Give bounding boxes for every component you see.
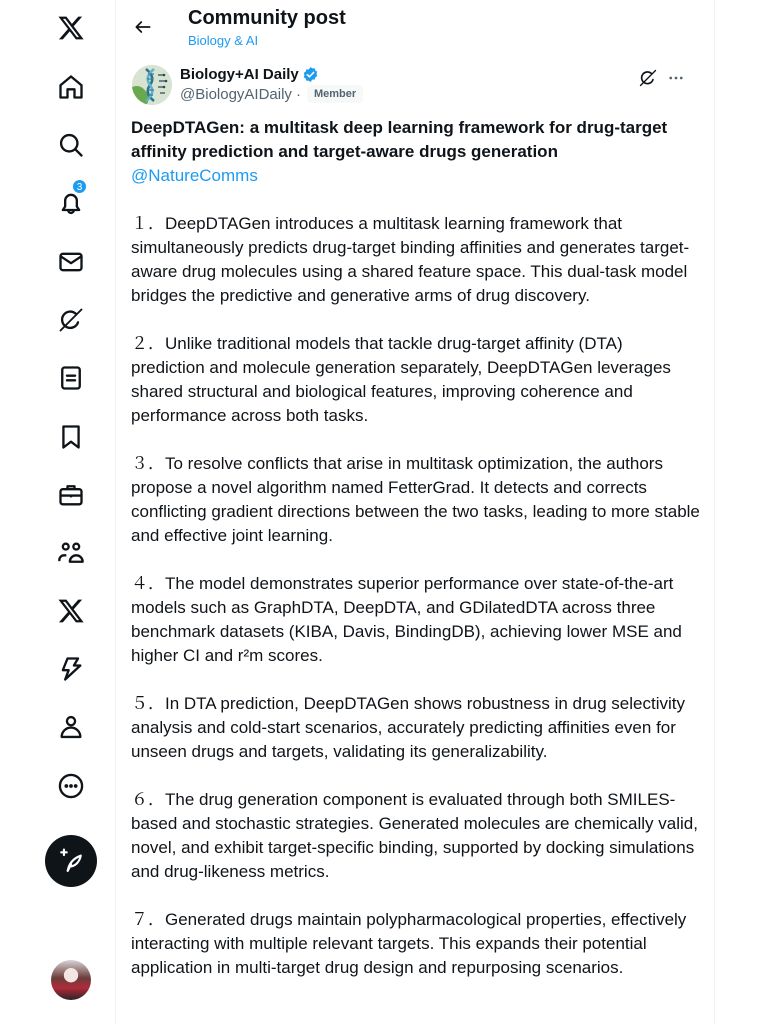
author-avatar[interactable]	[132, 65, 172, 105]
sidebar-item-profile[interactable]	[43, 699, 99, 755]
post-more-button[interactable]	[663, 65, 689, 91]
post-paragraph: ７．Generated drugs maintain polypharmacological properties, effectively interacting with multiple relevant targets. This expands their potential application in multi-target drug design and repurposing scenarios.	[131, 910, 687, 977]
dna-logo-icon	[132, 65, 172, 105]
post-paragraph: ３．To resolve conflicts that arise in multitask optimization, the authors propose a novel algorithm named FetterGrad. It detects and corrects conflicting gradient directions between the two tasks, leading to more stable and effective joint learning.	[131, 454, 700, 545]
grok-icon	[638, 68, 658, 88]
page-title: Community post	[188, 7, 346, 29]
feather-plus-icon	[58, 848, 84, 874]
sidebar-item-premium[interactable]	[43, 583, 99, 639]
post-paragraph: ５．In DTA prediction, DeepDTAGen shows robustness in drug selectivity analysis and cold-start scenarios, accurately predicting affinities even for unseen drugs and targets, validating its generalizability.	[131, 694, 685, 761]
author-name[interactable]: Biology+AI Daily	[180, 66, 299, 83]
page-header	[116, 0, 715, 54]
separator: ·	[295, 85, 301, 103]
post-paragraph: ４．The model demonstrates superior performance over state-of-the-art models such as GraphDTA, DeepDTA, and GDilatedDTA across three benchmark datasets (KIBA, Davis, BindingDB), achieving lower MSE and higher CI and r²m scores.	[131, 574, 682, 665]
sidebar-item-bookmarks[interactable]	[43, 409, 99, 465]
sidebar-item-jobs[interactable]	[43, 467, 99, 523]
search-icon	[57, 131, 85, 159]
x-premium-icon	[57, 597, 85, 625]
list-icon	[57, 364, 85, 392]
sidebar-item-more[interactable]	[43, 758, 99, 814]
post-headline: DeepDTAGen: a multitask deep learning framework for drug-target affinity prediction and target-aware drugs generation	[131, 118, 668, 161]
account-avatar[interactable]	[51, 960, 91, 1000]
post-paragraph: １．DeepDTAGen introduces a multitask learning framework that simultaneously predicts drug-target binding affinities and generates target-aware drug molecules using a shared feature space. This dual-task model bridges the predictive and generative arms of drug discovery.	[131, 214, 690, 305]
mention-link[interactable]: @NatureComms	[131, 166, 258, 185]
notification-badge: 3	[72, 179, 87, 194]
lightning-icon	[57, 655, 85, 683]
main-column	[116, 0, 715, 1024]
bookmark-icon	[57, 423, 85, 451]
member-badge: Member	[307, 85, 363, 103]
more-circle-icon	[57, 772, 85, 800]
communities-icon	[57, 539, 85, 567]
back-button[interactable]	[126, 10, 160, 44]
grok-icon	[57, 306, 85, 334]
briefcase-icon	[57, 481, 85, 509]
handle-row	[180, 85, 363, 103]
sidebar-item-grok[interactable]	[43, 292, 99, 348]
sidebar-nav	[0, 0, 116, 1024]
compose-post-button[interactable]	[45, 835, 97, 887]
sidebar-item-communities[interactable]	[43, 525, 99, 581]
x-logo-icon	[57, 14, 85, 42]
grok-explain-button[interactable]	[635, 65, 661, 91]
community-link[interactable]: Biology & AI	[188, 33, 259, 48]
home-icon	[57, 73, 85, 101]
sidebar-item-messages[interactable]	[43, 234, 99, 290]
verified-badge-icon	[302, 66, 319, 83]
author-row	[180, 66, 319, 83]
post-body	[131, 116, 701, 980]
sidebar-item-lists[interactable]	[43, 350, 99, 406]
arrow-left-icon	[133, 17, 153, 37]
post-paragraph: ６．The drug generation component is evaluated through both SMILES-based and stochastic strategies. Generated molecules are chemically valid, novel, and exhibit target-specific binding, supported by docking simulations and drug-likeness metrics.	[131, 790, 698, 881]
post-paragraph: ２．Unlike traditional models that tackle drug-target affinity (DTA) prediction and molecule generation separately, DeepDTAGen leverages shared structural and biological features, improving coherence and performance across both tasks.	[131, 334, 671, 425]
ellipsis-icon	[667, 69, 685, 87]
sidebar-item-home[interactable]	[43, 59, 99, 115]
sidebar-item-verified-orgs[interactable]	[43, 641, 99, 697]
sidebar-item-explore[interactable]	[43, 117, 99, 173]
author-handle[interactable]: @BiologyAIDaily	[180, 85, 292, 103]
x-logo-link[interactable]	[43, 0, 99, 56]
profile-icon	[57, 713, 85, 741]
sidebar-item-notifications[interactable]	[43, 175, 99, 231]
mail-icon	[57, 248, 85, 276]
